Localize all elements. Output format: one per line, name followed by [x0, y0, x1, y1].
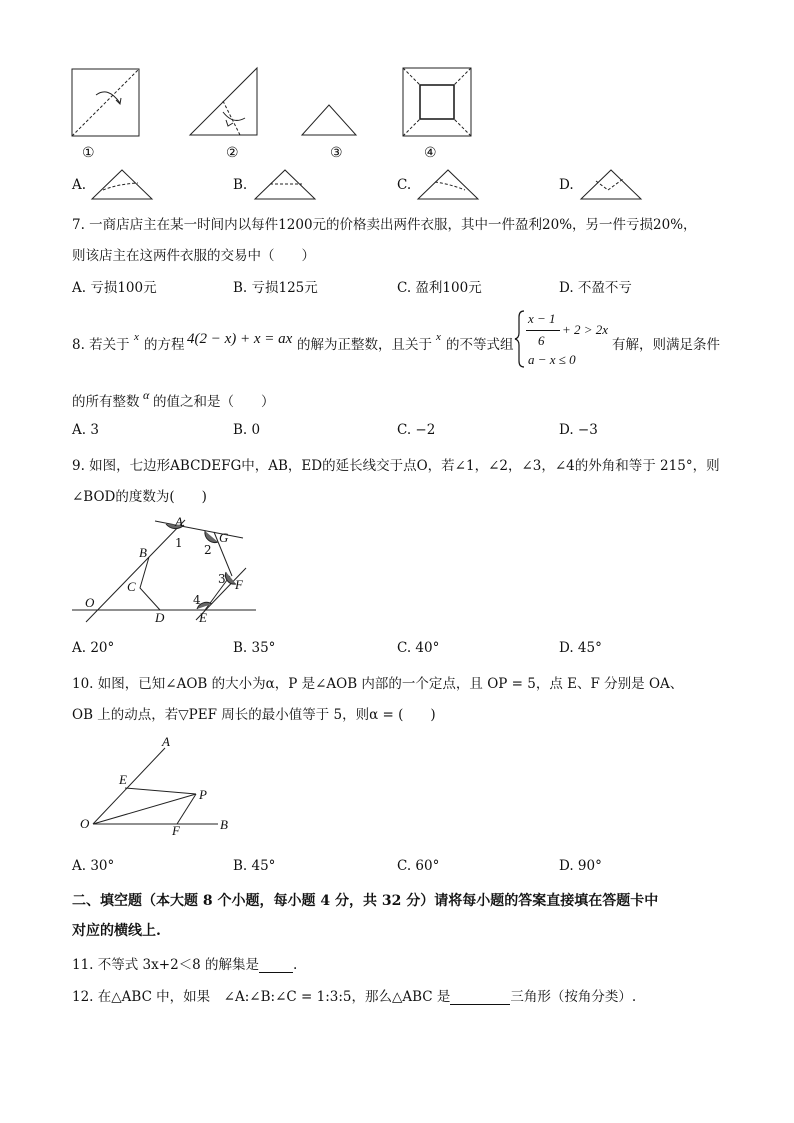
q7-stem-line2: 则该店主在这两件衣服的交易中（ ） [72, 248, 315, 264]
q10-option-a[interactable]: A. 30° [72, 858, 115, 874]
fig-label-1: ① [82, 145, 95, 161]
q10-stem-line1: 10. 如图，已知∠AOB 的大小为α，P 是∠AOB 内部的一个定点，且 OP = 5，点 E、F 分别是 OA、 [72, 676, 684, 692]
q9-stem-line1: 9. 如图，七边形ABCDEFG中，AB，ED的延长线交于点O，若∠1，∠2，∠3，∠4的外角和等于 215°，则 [72, 458, 720, 474]
q8-sys-denominator: 6 [538, 333, 545, 348]
option-c-figure [418, 170, 478, 199]
q7-option-d[interactable]: D. 不盈不亏 [559, 280, 632, 296]
q8-fraction-bar [526, 330, 560, 331]
option-b-figure [255, 170, 315, 199]
q9-option-a[interactable]: A. 20° [72, 640, 115, 656]
q11-answer-blank[interactable] [259, 958, 293, 973]
q10-label-p: P [199, 787, 207, 802]
q10-option-b[interactable]: B. 45° [233, 858, 276, 874]
fold-step-2-figure [190, 68, 257, 135]
q9-label-angle2: 2 [204, 543, 212, 557]
q8-sys-numerator: x − 1 [528, 311, 556, 326]
q12-text-end: 三角形（按角分类）. [510, 989, 637, 1005]
fold-step-1-figure [72, 69, 139, 136]
q12-answer-blank[interactable] [450, 990, 510, 1005]
q8-option-a[interactable]: A. 3 [72, 422, 99, 438]
q9-label-e: E [199, 610, 207, 625]
q8-var-a: α [143, 388, 150, 402]
q8-option-b[interactable]: B. 0 [233, 422, 261, 438]
q7-option-c[interactable]: C. 盈利100元 [397, 280, 482, 296]
q9-option-c[interactable]: C. 40° [397, 640, 440, 656]
q8-text-a: 的方程 [144, 337, 185, 353]
fig-label-3: ③ [330, 145, 343, 161]
q12-stem [72, 985, 636, 1005]
q10-label-b: B [220, 817, 228, 832]
q9-label-a: A [175, 514, 183, 529]
fig-label-2: ② [226, 145, 239, 161]
q10-stem-line2: OB 上的动点，若▽PEF 周长的最小值等于 5，则α = ( ) [72, 707, 436, 723]
section2-heading-line2: 对应的横线上. [72, 923, 161, 939]
q9-label-angle3: 3 [218, 572, 226, 586]
q10-label-e: E [119, 772, 127, 787]
q8-line2-b: 的值之和是（ ） [153, 394, 275, 410]
q6-option-c[interactable]: C. [397, 177, 412, 193]
q8-option-c[interactable]: C. −2 [397, 422, 436, 438]
q8-sys-line2: a − x ≤ 0 [528, 352, 576, 367]
q7-stem-line1: 7. 一商店店主在某一时间内以每件1200元的价格卖出两件衣服，其中一件盈利20%，另一件亏损20%， [72, 217, 697, 233]
q7-option-a[interactable]: A. 亏损100元 [72, 280, 157, 296]
fig-label-4: ④ [424, 145, 437, 161]
q10-option-c[interactable]: C. 60° [397, 858, 440, 874]
q10-label-a: A [162, 734, 170, 749]
q8-equation: 4(2 − x) + x = ax [187, 331, 293, 347]
q8-sys-rest: + 2 > 2x [562, 322, 609, 337]
q11-text: 11. 不等式 3x+2＜8 的解集是 [72, 957, 260, 973]
q9-label-o: O [85, 595, 95, 610]
q6-option-d[interactable]: D. [559, 177, 574, 193]
q9-label-f: F [235, 577, 243, 592]
q9-label-c: C [127, 579, 136, 594]
q9-option-b[interactable]: B. 35° [233, 640, 276, 656]
q9-label-d: D [155, 610, 165, 625]
q8-text-c: 的不等式组 [446, 337, 514, 353]
q9-label-angle1: 1 [175, 536, 183, 550]
fold-step-4-figure [403, 68, 471, 136]
q11-stem [72, 953, 297, 973]
q9-option-d[interactable]: D. 45° [559, 640, 602, 656]
q10-label-f: F [172, 823, 180, 838]
q9-label-g: G [219, 530, 229, 545]
q10-label-o: O [80, 816, 90, 831]
q8-option-d[interactable]: D. −3 [559, 422, 598, 438]
q8-text-b: 的解为正整数，且关于 [297, 337, 432, 353]
q8-text-d: 有解，则满足条件 [612, 337, 720, 353]
q9-stem-line2: ∠BOD的度数为( ) [72, 489, 207, 505]
q7-option-b[interactable]: B. 亏损125元 [233, 280, 318, 296]
q8-line2-a: 的所有整数 [72, 394, 140, 410]
option-d-figure [581, 170, 641, 199]
section2-heading-line1: 二、填空题（本大题 8 个小题，每小题 4 分，共 32 分）请将每小题的答案直接填在答题卡中 [72, 893, 659, 909]
fold-step-3-figure [302, 105, 356, 135]
q9-heptagon-figure [0, 512, 794, 632]
q8-prefix: 8. 若关于 [72, 337, 130, 353]
q10-option-d[interactable]: D. 90° [559, 858, 602, 874]
q12-text: 12. 在△ABC 中，如果 ∠A:∠B:∠C = 1:3:5，那么△ABC 是 [72, 989, 451, 1005]
q10-angle-figure [0, 735, 794, 845]
q8-var-x: x [134, 331, 139, 343]
q8-var-x-2: x [436, 331, 441, 343]
q9-label-b: B [139, 545, 147, 560]
q6-option-b[interactable]: B. [233, 177, 248, 193]
q6-option-a[interactable]: A. [72, 177, 87, 193]
option-a-figure [92, 170, 152, 199]
q9-label-angle4: 4 [193, 593, 201, 607]
q11-text-end: . [293, 957, 298, 973]
